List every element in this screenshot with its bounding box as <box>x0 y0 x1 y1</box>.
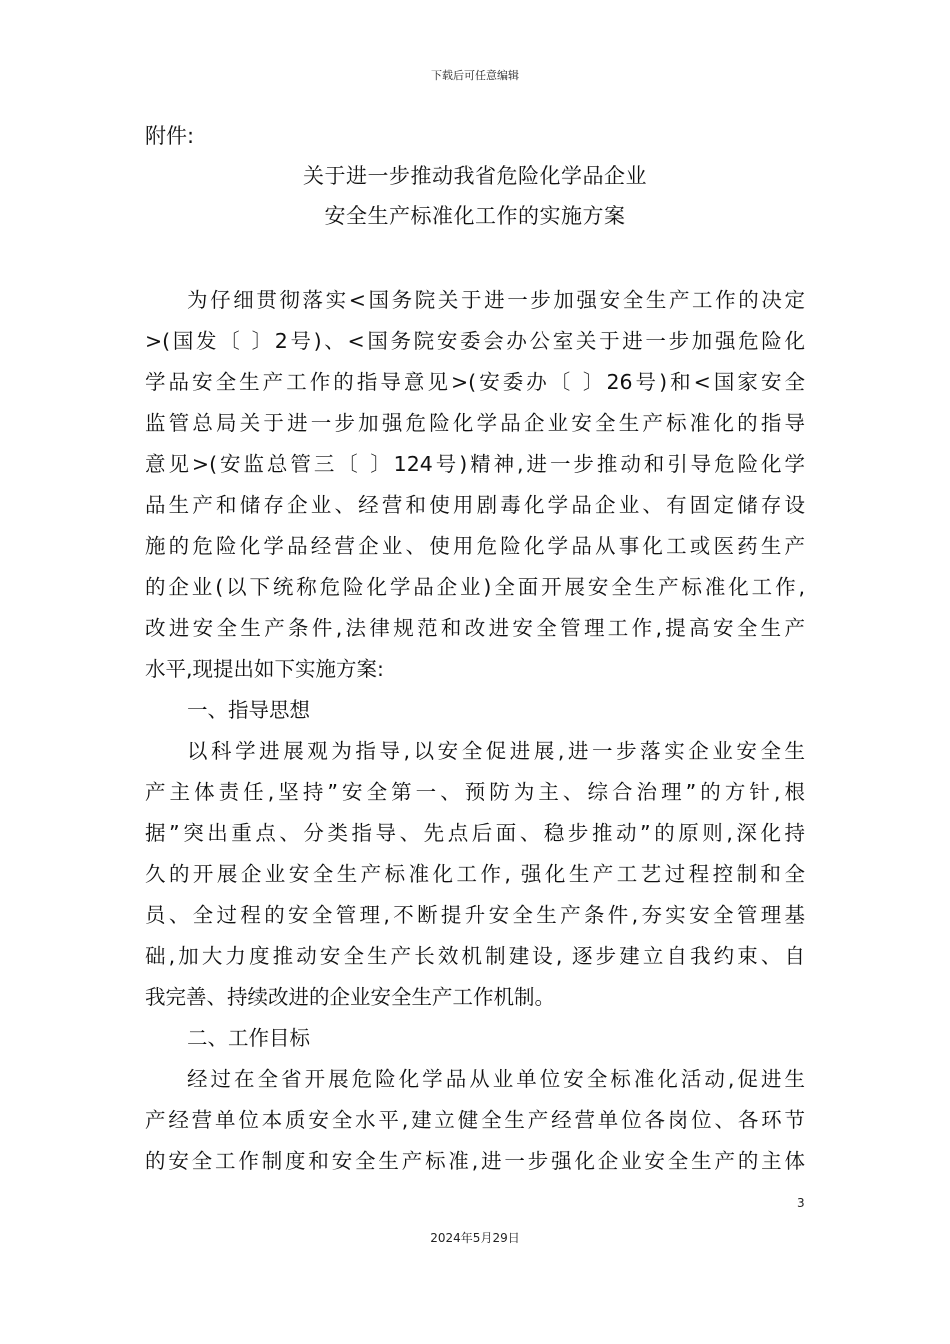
body-line: 改进安全生产条件,法律规范和改进安全管理工作,提高安全生产 <box>145 616 805 640</box>
body-line: 为仔细贯彻落实<国务院关于进一步加强安全生产工作的决定 <box>187 288 805 312</box>
document-title-line-1: 关于进一步推动我省危险化学品企业 <box>303 164 647 188</box>
body-line: >(国发〔 〕2号)、<国务院安委会办公室关于进一步加强危险化 <box>145 329 805 353</box>
document-title-line-2: 安全生产标准化工作的实施方案 <box>324 204 626 228</box>
body-line: 产经营单位本质安全水平,建立健全生产经营单位各岗位、各环节 <box>145 1108 805 1132</box>
body-line: 础,加大力度推动安全生产长效机制建设, 逐步建立自我约束、自 <box>145 944 805 968</box>
body-line: 经过在全省开展危险化学品从业单位安全标准化活动,促进生 <box>187 1067 805 1091</box>
section-heading-work-goals: 二、工作目标 <box>187 1026 310 1050</box>
body-line: 我完善、持续改进的企业安全生产工作机制。 <box>145 985 555 1009</box>
body-line: 以科学进展观为指导,以安全促进展,进一步落实企业安全生 <box>187 739 805 763</box>
body-line: 学品安全生产工作的指导意见>(安委办〔 〕26号)和<国家安全 <box>145 370 805 394</box>
body-line: 水平,现提出如下实施方案: <box>145 657 384 681</box>
body-line: 品生产和储存企业、经营和使用剧毒化学品企业、有固定储存设 <box>145 493 805 517</box>
page-footer-date: 2024年5月29日 <box>430 1231 520 1245</box>
body-line: 员、全过程的安全管理,不断提升安全生产条件,夯实安全管理基 <box>145 903 805 927</box>
body-line: 的安全工作制度和安全生产标准,进一步强化企业安全生产的主体 <box>145 1149 805 1173</box>
body-line: 据”突出重点、分类指导、先点后面、稳步推动”的原则,深化持 <box>145 821 805 845</box>
page-number: 3 <box>797 1196 805 1210</box>
body-line: 意见>(安监总管三〔 〕124号)精神,进一步推动和引导危险化学 <box>145 452 805 476</box>
body-line: 施的危险化学品经营企业、使用危险化学品从事化工或医药生产 <box>145 534 805 558</box>
body-line: 产主体责任,坚持”安全第一、预防为主、综合治理”的方针,根 <box>145 780 805 804</box>
page-header: 下载后可任意编辑 <box>431 69 519 82</box>
body-line: 久的开展企业安全生产标准化工作, 强化生产工艺过程控制和全 <box>145 862 805 886</box>
section-heading-guiding-ideology: 一、指导思想 <box>187 698 310 722</box>
document-body <box>145 280 805 1182</box>
body-line: 的企业(以下统称危险化学品企业)全面开展安全生产标准化工作, <box>145 575 805 599</box>
attachment-label: 附件: <box>145 124 195 148</box>
body-line: 监管总局关于进一步加强危险化学品企业安全生产标准化的指导 <box>145 411 805 435</box>
